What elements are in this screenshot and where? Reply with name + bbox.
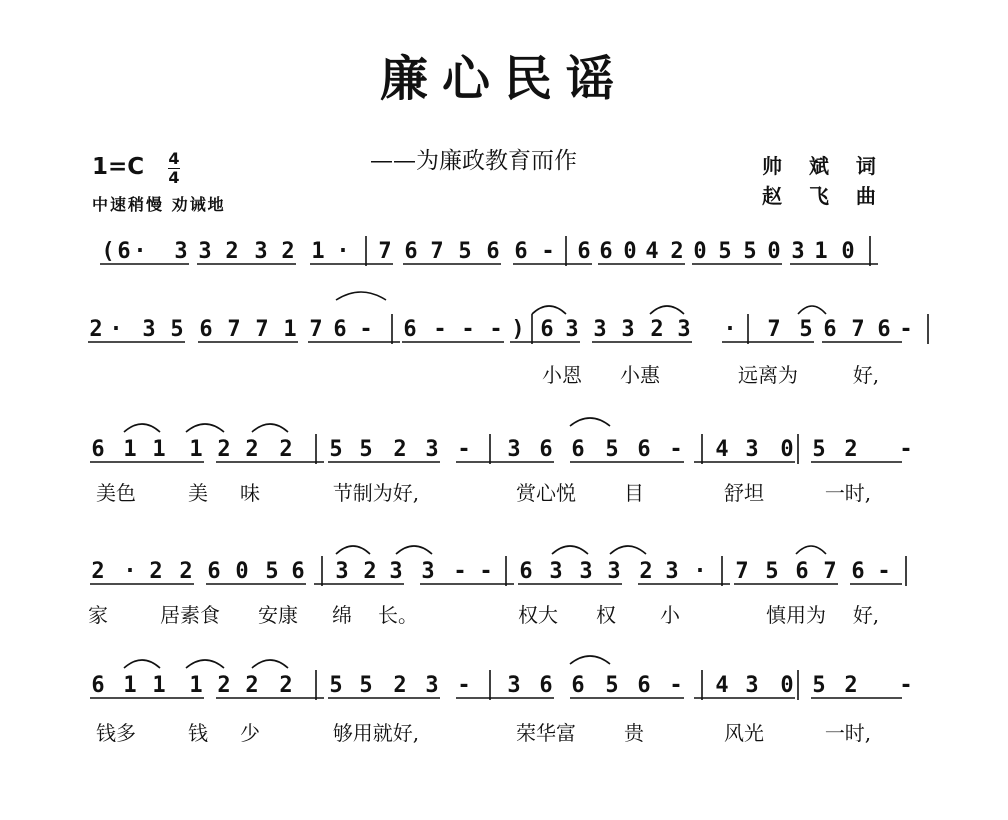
jianpu-note: 3 xyxy=(549,559,563,584)
jianpu-note: 0 xyxy=(693,239,707,264)
jianpu-note: 3 xyxy=(421,559,435,584)
jianpu-note: 6 xyxy=(540,317,554,342)
lyric-text: 绵 xyxy=(332,603,352,627)
slur-arc xyxy=(532,306,566,314)
jianpu-note: 3 xyxy=(579,559,593,584)
jianpu-note: 2 xyxy=(650,317,664,342)
jianpu-note: 1 xyxy=(814,239,828,264)
lyric-text: 权 xyxy=(596,603,616,627)
lyric-text: 钱 xyxy=(188,721,208,745)
jianpu-note: 6 xyxy=(637,673,651,698)
score-line-1 xyxy=(100,236,878,266)
dot-mark: · xyxy=(693,559,707,584)
slur-arc xyxy=(124,660,160,668)
dash-note: - xyxy=(461,317,475,342)
jianpu-note: 6 xyxy=(577,239,591,264)
jianpu-note: 6 xyxy=(539,673,553,698)
lyric-text: 钱多 xyxy=(96,721,136,745)
dash-note: - xyxy=(541,239,555,264)
jianpu-note: 7 xyxy=(851,317,865,342)
jianpu-note: 2 xyxy=(279,673,293,698)
lyric-text: 安康 xyxy=(258,603,298,627)
jianpu-note: 3 xyxy=(335,559,349,584)
jianpu-note: 3 xyxy=(621,317,635,342)
jianpu-note: 6 xyxy=(851,559,865,584)
composer-credit: 赵 飞 曲 xyxy=(762,184,886,208)
jianpu-note: 6 xyxy=(571,437,585,462)
jianpu-note: 6 xyxy=(519,559,533,584)
jianpu-note: 6 xyxy=(91,437,105,462)
jianpu-note: 1 xyxy=(152,437,166,462)
jianpu-note: 2 xyxy=(149,559,163,584)
time-signature-bottom: 4 xyxy=(168,168,180,187)
jianpu-note: 3 xyxy=(791,239,805,264)
slur-arc xyxy=(570,656,610,664)
jianpu-note: 3 xyxy=(389,559,403,584)
jianpu-note: ( xyxy=(101,239,115,264)
jianpu-note: 3 xyxy=(174,239,188,264)
jianpu-note: 6 xyxy=(795,559,809,584)
lyric-text: 够用就好, xyxy=(332,721,420,745)
dash-note: - xyxy=(877,559,891,584)
jianpu-note: 3 xyxy=(593,317,607,342)
jianpu-note: 6 xyxy=(333,317,347,342)
lyric-text: 美色 xyxy=(96,481,136,505)
jianpu-note: 2 xyxy=(245,673,259,698)
slur-arc xyxy=(552,546,588,554)
jianpu-note: 2 xyxy=(279,437,293,462)
jianpu-note: 6 xyxy=(637,437,651,462)
jianpu-note: 6 xyxy=(91,673,105,698)
jianpu-note: 3 xyxy=(254,239,268,264)
jianpu-note: 2 xyxy=(844,437,858,462)
song-title: 廉心民谣 xyxy=(379,51,628,107)
dot-mark: · xyxy=(123,559,137,584)
jianpu-note: 6 xyxy=(199,317,213,342)
lyric-text: 长。 xyxy=(378,603,418,627)
lyric-text: 目 xyxy=(624,481,644,505)
dash-note: - xyxy=(489,317,503,342)
jianpu-note: 7 xyxy=(227,317,241,342)
jianpu-note: 6 xyxy=(486,239,500,264)
jianpu-note: 3 xyxy=(142,317,156,342)
jianpu-note: 1 xyxy=(123,673,137,698)
jianpu-note: 5 xyxy=(799,317,813,342)
jianpu-note: 3 xyxy=(507,437,521,462)
jianpu-note: 6 xyxy=(207,559,221,584)
jianpu-note: 0 xyxy=(780,673,794,698)
jianpu-note: 3 xyxy=(677,317,691,342)
dash-note: - xyxy=(899,437,913,462)
lyricist-credit: 帅 斌 词 xyxy=(762,154,886,178)
jianpu-note: 5 xyxy=(765,559,779,584)
jianpu-note: 5 xyxy=(329,437,343,462)
jianpu-note: 2 xyxy=(89,317,103,342)
dash-note: - xyxy=(457,437,471,462)
jianpu-note: 2 xyxy=(179,559,193,584)
jianpu-note: 2 xyxy=(91,559,105,584)
lyric-text: 风光 xyxy=(724,721,764,745)
jianpu-note: 0 xyxy=(235,559,249,584)
jianpu-note: 3 xyxy=(425,673,439,698)
lyric-text: 小惠 xyxy=(620,363,660,387)
lyric-text: 一时, xyxy=(824,481,872,505)
lyric-text: 舒坦 xyxy=(724,481,764,505)
jianpu-note: 3 xyxy=(745,437,759,462)
dash-note: - xyxy=(457,673,471,698)
score-line-2 xyxy=(88,314,928,387)
jianpu-note: 2 xyxy=(217,437,231,462)
jianpu-note: 2 xyxy=(393,673,407,698)
lyric-text: 小 xyxy=(660,603,680,627)
dash-note: - xyxy=(899,673,913,698)
jianpu-note: 5 xyxy=(329,673,343,698)
dash-note: - xyxy=(453,559,467,584)
jianpu-note: 2 xyxy=(281,239,295,264)
jianpu-note: 1 xyxy=(283,317,297,342)
jianpu-note: 3 xyxy=(507,673,521,698)
dash-note: - xyxy=(669,673,683,698)
jianpu-note: 5 xyxy=(605,437,619,462)
dash-note: - xyxy=(433,317,447,342)
jianpu-note: 2 xyxy=(245,437,259,462)
time-signature-top: 4 xyxy=(168,149,180,168)
dash-note: - xyxy=(669,437,683,462)
slur-arc xyxy=(336,546,370,554)
slur-arc xyxy=(252,424,288,432)
jianpu-note: 7 xyxy=(735,559,749,584)
jianpu-note: 1 xyxy=(189,437,203,462)
lyric-text: 节制为好, xyxy=(332,481,420,505)
jianpu-note: 6 xyxy=(599,239,613,264)
slur-arc xyxy=(186,424,224,432)
dash-note: - xyxy=(899,317,913,342)
jianpu-note: 6 xyxy=(291,559,305,584)
lyric-text: 少 xyxy=(240,721,260,745)
lyric-text: 荣华富 xyxy=(516,721,576,745)
lyric-text: 好, xyxy=(852,603,880,627)
lyric-text: 慎用为 xyxy=(766,603,826,627)
lyric-text: 小恩 xyxy=(542,363,582,387)
score-lines xyxy=(88,236,928,745)
lyric-text: 家 xyxy=(88,603,108,627)
jianpu-note: 5 xyxy=(170,317,184,342)
jianpu-note: 3 xyxy=(565,317,579,342)
jianpu-note: 7 xyxy=(309,317,323,342)
slur-arc xyxy=(650,306,684,314)
jianpu-note: 7 xyxy=(767,317,781,342)
jianpu-note: 5 xyxy=(812,673,826,698)
jianpu-note: 1 xyxy=(152,673,166,698)
lyric-text: 贵 xyxy=(624,721,644,745)
slur-arc xyxy=(186,660,224,668)
jianpu-note: 6 xyxy=(117,239,131,264)
jianpu-note: 0 xyxy=(841,239,855,264)
jianpu-note: 5 xyxy=(718,239,732,264)
jianpu-note: 1 xyxy=(311,239,325,264)
slur-arc xyxy=(124,424,160,432)
jianpu-note: 0 xyxy=(767,239,781,264)
jianpu-note: 2 xyxy=(217,673,231,698)
jianpu-note: 2 xyxy=(844,673,858,698)
jianpu-note: 4 xyxy=(645,239,659,264)
dash-note: - xyxy=(359,317,373,342)
lyric-text: 美 xyxy=(188,481,208,505)
jianpu-note: 3 xyxy=(198,239,212,264)
dash-note: - xyxy=(479,559,493,584)
jianpu-note: 4 xyxy=(715,437,729,462)
lyric-text: 居素食 xyxy=(160,603,220,627)
score-line-5 xyxy=(90,670,913,745)
jianpu-note: 2 xyxy=(670,239,684,264)
slur-arc xyxy=(796,546,826,554)
lyric-text: 好, xyxy=(852,363,880,387)
jianpu-note: 0 xyxy=(623,239,637,264)
slur-arc xyxy=(570,418,610,426)
jianpu-note: 6 xyxy=(403,317,417,342)
jianpu-note: 6 xyxy=(514,239,528,264)
jianpu-note: 4 xyxy=(715,673,729,698)
jianpu-note: 6 xyxy=(877,317,891,342)
jianpu-note: 3 xyxy=(745,673,759,698)
jianpu-note: 3 xyxy=(425,437,439,462)
lyric-text: 权大 xyxy=(518,603,558,627)
jianpu-note: 2 xyxy=(393,437,407,462)
jianpu-note: 7 xyxy=(430,239,444,264)
jianpu-note: 3 xyxy=(665,559,679,584)
jianpu-note: 5 xyxy=(359,673,373,698)
score-line-3 xyxy=(90,434,913,505)
song-subtitle: ——为廉政教育而作 xyxy=(370,148,577,174)
jianpu-note: 6 xyxy=(823,317,837,342)
jianpu-note: 5 xyxy=(359,437,373,462)
jianpu-note: ) xyxy=(511,317,525,342)
jianpu-note: 5 xyxy=(458,239,472,264)
dot-mark: · xyxy=(109,317,123,342)
lyric-text: 赏心悦 xyxy=(516,481,576,505)
jianpu-note: 7 xyxy=(378,239,392,264)
dot-mark: · xyxy=(723,317,737,342)
key-signature: 1=C xyxy=(92,154,145,180)
lyric-text: 味 xyxy=(240,481,260,505)
dot-mark: · xyxy=(133,239,147,264)
jianpu-note: 2 xyxy=(639,559,653,584)
slur-arc xyxy=(610,546,646,554)
jianpu-note: 0 xyxy=(780,437,794,462)
jianpu-note: 6 xyxy=(539,437,553,462)
tempo-marking: 中速稍慢 劝诫地 xyxy=(92,195,226,214)
slur-arc xyxy=(396,546,432,554)
jianpu-note: 5 xyxy=(812,437,826,462)
score-line-4 xyxy=(88,556,906,627)
jianpu-note: 2 xyxy=(363,559,377,584)
jianpu-note: 6 xyxy=(404,239,418,264)
jianpu-note: 7 xyxy=(255,317,269,342)
jianpu-note: 5 xyxy=(605,673,619,698)
lyric-text: 一时, xyxy=(824,721,872,745)
slur-arc xyxy=(798,306,826,314)
jianpu-note: 1 xyxy=(123,437,137,462)
dot-mark: · xyxy=(336,239,350,264)
jianpu-note: 7 xyxy=(823,559,837,584)
jianpu-note: 5 xyxy=(743,239,757,264)
jianpu-note: 2 xyxy=(225,239,239,264)
jianpu-note: 3 xyxy=(607,559,621,584)
jianpu-note: 1 xyxy=(189,673,203,698)
slur-arc xyxy=(336,292,386,300)
lyric-text: 远离为 xyxy=(738,363,798,387)
jianpu-note: 5 xyxy=(265,559,279,584)
slur-arc xyxy=(252,660,288,668)
jianpu-note: 6 xyxy=(571,673,585,698)
